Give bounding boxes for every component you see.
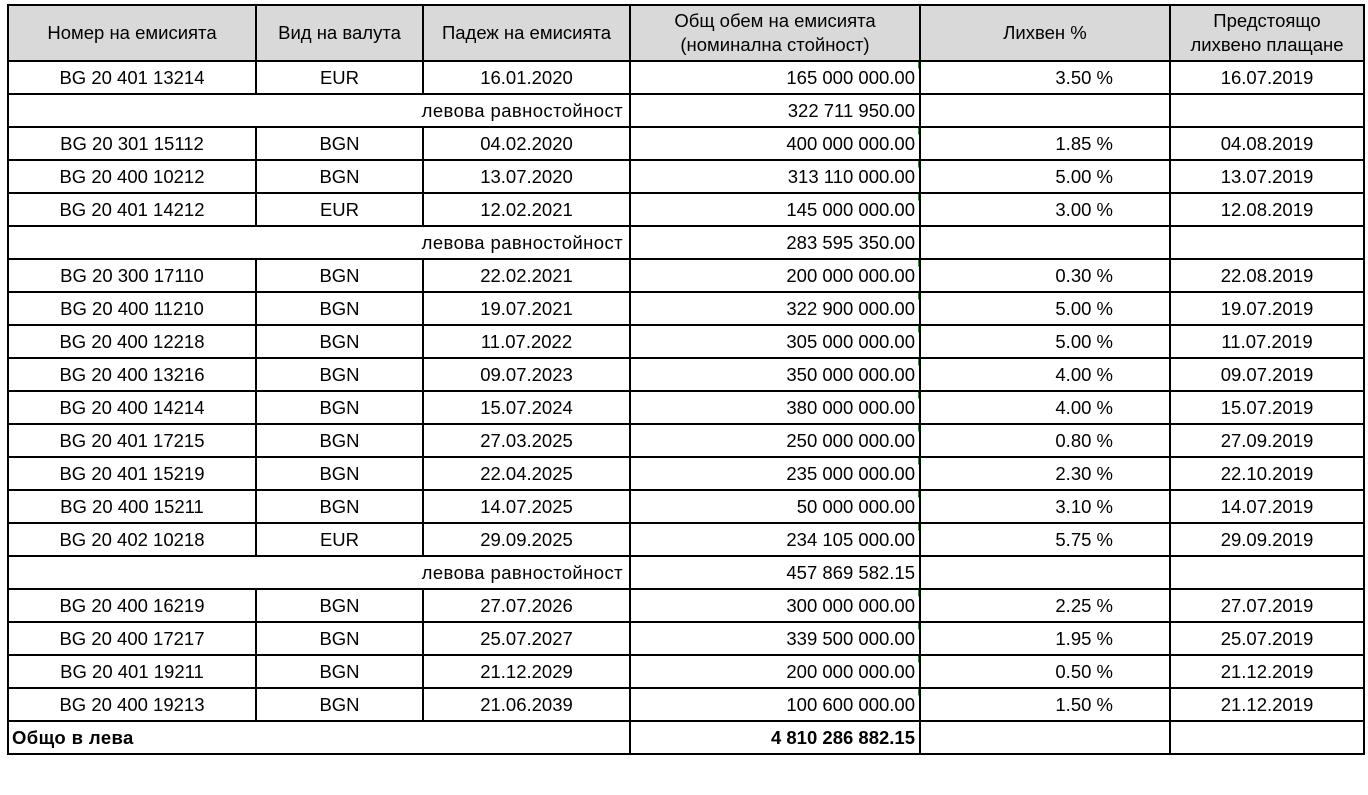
volume-cell (630, 160, 920, 193)
next-payment-cell: 29.09.2019 (1170, 523, 1364, 556)
lev-equivalent-row (8, 226, 1364, 259)
table-row (8, 325, 1364, 358)
rate-cell: 0.50 % (920, 655, 1170, 688)
volume-cell (630, 61, 920, 94)
cell-comment-marker (918, 161, 920, 168)
maturity-cell: 21.12.2029 (423, 655, 630, 688)
volume-value: 339 500 000.00 (786, 628, 915, 649)
lev-equivalent-amount: 322 711 950.00 (630, 94, 920, 127)
volume-cell (630, 259, 920, 292)
next-payment-cell: 27.09.2019 (1170, 424, 1364, 457)
currency-cell: BGN (256, 160, 423, 193)
next-payment-cell: 11.07.2019 (1170, 325, 1364, 358)
rate-cell: 0.80 % (920, 424, 1170, 457)
issue-number-cell: BG 20 401 19211 (8, 655, 256, 688)
currency-cell: BGN (256, 292, 423, 325)
currency-cell: BGN (256, 127, 423, 160)
next-payment-cell: 14.07.2019 (1170, 490, 1364, 523)
table-row (8, 259, 1364, 292)
maturity-cell: 27.07.2026 (423, 589, 630, 622)
rate-cell: 1.50 % (920, 688, 1170, 721)
currency-cell: BGN (256, 655, 423, 688)
header-rate: Лихвен % (920, 5, 1170, 61)
next-payment-cell: 04.08.2019 (1170, 127, 1364, 160)
volume-value: 235 000 000.00 (786, 463, 915, 484)
cell-comment-marker (918, 656, 920, 663)
lev-equivalent-row (8, 556, 1364, 589)
maturity-cell: 19.07.2021 (423, 292, 630, 325)
header-maturity: Падеж на емисията (423, 5, 630, 61)
next-payment-cell: 16.07.2019 (1170, 61, 1364, 94)
next-payment-cell: 27.07.2019 (1170, 589, 1364, 622)
currency-cell: EUR (256, 193, 423, 226)
next-payment-cell: 12.08.2019 (1170, 193, 1364, 226)
currency-cell: BGN (256, 490, 423, 523)
rate-cell: 1.85 % (920, 127, 1170, 160)
table-header (8, 5, 1364, 61)
cell-comment-marker (918, 524, 920, 531)
issue-number-cell: BG 20 401 13214 (8, 61, 256, 94)
maturity-cell: 11.07.2022 (423, 325, 630, 358)
lev-equivalent-amount: 283 595 350.00 (630, 226, 920, 259)
currency-cell: BGN (256, 688, 423, 721)
lev-equivalent-amount: 457 869 582.15 (630, 556, 920, 589)
table-row (8, 589, 1364, 622)
issue-number-cell: BG 20 401 14212 (8, 193, 256, 226)
header-currency: Вид на валута (256, 5, 423, 61)
next-payment-cell: 25.07.2019 (1170, 622, 1364, 655)
volume-value: 145 000 000.00 (786, 199, 915, 220)
currency-cell: BGN (256, 457, 423, 490)
cell-comment-marker (918, 425, 920, 432)
next-payment-cell: 22.08.2019 (1170, 259, 1364, 292)
maturity-cell: 29.09.2025 (423, 523, 630, 556)
currency-cell: BGN (256, 589, 423, 622)
volume-cell (630, 457, 920, 490)
rate-cell: 5.00 % (920, 292, 1170, 325)
currency-cell: BGN (256, 259, 423, 292)
issue-number-cell: BG 20 400 17217 (8, 622, 256, 655)
issue-number-cell: BG 20 400 14214 (8, 391, 256, 424)
issue-number-cell: BG 20 400 16219 (8, 589, 256, 622)
rate-cell: 3.10 % (920, 490, 1170, 523)
empty-cell (920, 226, 1170, 259)
rate-cell: 5.00 % (920, 160, 1170, 193)
volume-value: 322 900 000.00 (786, 298, 915, 319)
volume-value: 305 000 000.00 (786, 331, 915, 352)
rate-cell: 4.00 % (920, 391, 1170, 424)
cell-comment-marker (918, 491, 920, 498)
maturity-cell: 25.07.2027 (423, 622, 630, 655)
total-empty-cell (920, 721, 1170, 754)
rate-cell: 5.75 % (920, 523, 1170, 556)
issue-number-cell: BG 20 402 10218 (8, 523, 256, 556)
total-label: Общо в лева (8, 721, 630, 754)
volume-cell (630, 193, 920, 226)
volume-cell (630, 127, 920, 160)
table-row (8, 358, 1364, 391)
currency-cell: BGN (256, 358, 423, 391)
header-volume-line1: Общ обем на емисията (674, 10, 876, 31)
rate-cell: 2.30 % (920, 457, 1170, 490)
lev-equivalent-row (8, 94, 1364, 127)
issue-number-cell: BG 20 400 12218 (8, 325, 256, 358)
total-empty-cell (1170, 721, 1364, 754)
maturity-cell: 04.02.2020 (423, 127, 630, 160)
maturity-cell: 27.03.2025 (423, 424, 630, 457)
currency-cell: EUR (256, 523, 423, 556)
volume-cell (630, 589, 920, 622)
maturity-cell: 15.07.2024 (423, 391, 630, 424)
volume-value: 300 000 000.00 (786, 595, 915, 616)
currency-cell: BGN (256, 391, 423, 424)
volume-cell (630, 688, 920, 721)
rate-cell: 2.25 % (920, 589, 1170, 622)
volume-cell (630, 358, 920, 391)
total-amount: 4 810 286 882.15 (630, 721, 920, 754)
cell-comment-marker (918, 260, 920, 267)
empty-cell (1170, 226, 1364, 259)
maturity-cell: 09.07.2023 (423, 358, 630, 391)
cell-comment-marker (918, 62, 920, 69)
next-payment-cell: 13.07.2019 (1170, 160, 1364, 193)
header-next-payment (1170, 5, 1364, 61)
lev-equivalent-label: левова равностойност (8, 226, 630, 259)
table-row (8, 523, 1364, 556)
next-payment-cell: 21.12.2019 (1170, 688, 1364, 721)
table-row (8, 127, 1364, 160)
empty-cell (1170, 94, 1364, 127)
volume-cell (630, 391, 920, 424)
table-body (8, 61, 1364, 721)
next-payment-cell: 22.10.2019 (1170, 457, 1364, 490)
rate-cell: 3.50 % (920, 61, 1170, 94)
volume-value: 250 000 000.00 (786, 430, 915, 451)
empty-cell (920, 556, 1170, 589)
next-payment-cell: 19.07.2019 (1170, 292, 1364, 325)
cell-comment-marker (918, 623, 920, 630)
table-row (8, 61, 1364, 94)
rate-cell: 1.95 % (920, 622, 1170, 655)
issue-number-cell: BG 20 400 13216 (8, 358, 256, 391)
maturity-cell: 12.02.2021 (423, 193, 630, 226)
currency-cell: BGN (256, 622, 423, 655)
issue-number-cell: BG 20 301 15112 (8, 127, 256, 160)
table-row (8, 193, 1364, 226)
rate-cell: 0.30 % (920, 259, 1170, 292)
volume-value: 380 000 000.00 (786, 397, 915, 418)
volume-cell (630, 424, 920, 457)
total-row (8, 721, 1364, 754)
issue-number-cell: BG 20 400 10212 (8, 160, 256, 193)
header-next-payment-line2: лихвено плащане (1190, 34, 1344, 55)
cell-comment-marker (918, 392, 920, 399)
volume-cell (630, 325, 920, 358)
volume-value: 234 105 000.00 (786, 529, 915, 550)
header-volume-line2: (номинална стойност) (680, 34, 870, 55)
bond-issues-table (7, 4, 1365, 755)
cell-comment-marker (918, 590, 920, 597)
table-row (8, 292, 1364, 325)
cell-comment-marker (918, 128, 920, 135)
table-footer (8, 721, 1364, 754)
lev-equivalent-label: левова равностойност (8, 94, 630, 127)
maturity-cell: 22.02.2021 (423, 259, 630, 292)
rate-cell: 3.00 % (920, 193, 1170, 226)
cell-comment-marker (918, 689, 920, 696)
volume-cell (630, 490, 920, 523)
header-volume (630, 5, 920, 61)
volume-cell (630, 655, 920, 688)
issue-number-cell: BG 20 401 15219 (8, 457, 256, 490)
volume-value: 400 000 000.00 (786, 133, 915, 154)
header-issue-number: Номер на емисията (8, 5, 256, 61)
rate-cell: 5.00 % (920, 325, 1170, 358)
volume-cell (630, 292, 920, 325)
issue-number-cell: BG 20 401 17215 (8, 424, 256, 457)
maturity-cell: 22.04.2025 (423, 457, 630, 490)
maturity-cell: 16.01.2020 (423, 61, 630, 94)
cell-comment-marker (918, 326, 920, 333)
volume-value: 165 000 000.00 (786, 67, 915, 88)
volume-cell (630, 523, 920, 556)
table-row (8, 424, 1364, 457)
currency-cell: EUR (256, 61, 423, 94)
rate-cell: 4.00 % (920, 358, 1170, 391)
maturity-cell: 14.07.2025 (423, 490, 630, 523)
table-row (8, 655, 1364, 688)
issue-number-cell: BG 20 300 17110 (8, 259, 256, 292)
lev-equivalent-label: левова равностойност (8, 556, 630, 589)
volume-value: 350 000 000.00 (786, 364, 915, 385)
volume-value: 200 000 000.00 (786, 265, 915, 286)
next-payment-cell: 15.07.2019 (1170, 391, 1364, 424)
issue-number-cell: BG 20 400 15211 (8, 490, 256, 523)
table-row (8, 457, 1364, 490)
empty-cell (920, 94, 1170, 127)
issue-number-cell: BG 20 400 11210 (8, 292, 256, 325)
header-next-payment-line1: Предстоящо (1213, 10, 1321, 31)
table-row (8, 622, 1364, 655)
maturity-cell: 21.06.2039 (423, 688, 630, 721)
volume-value: 100 600 000.00 (786, 694, 915, 715)
volume-value: 313 110 000.00 (787, 166, 915, 187)
empty-cell (1170, 556, 1364, 589)
maturity-cell: 13.07.2020 (423, 160, 630, 193)
table-row (8, 160, 1364, 193)
currency-cell: BGN (256, 424, 423, 457)
table-row (8, 688, 1364, 721)
cell-comment-marker (918, 194, 920, 201)
volume-value: 200 000 000.00 (786, 661, 915, 682)
currency-cell: BGN (256, 325, 423, 358)
issue-number-cell: BG 20 400 19213 (8, 688, 256, 721)
cell-comment-marker (918, 359, 920, 366)
cell-comment-marker (918, 458, 920, 465)
volume-value: 50 000 000.00 (796, 496, 915, 517)
next-payment-cell: 21.12.2019 (1170, 655, 1364, 688)
table-row (8, 391, 1364, 424)
header-row (8, 5, 1364, 61)
table-row (8, 490, 1364, 523)
volume-cell (630, 622, 920, 655)
cell-comment-marker (918, 293, 920, 300)
next-payment-cell: 09.07.2019 (1170, 358, 1364, 391)
